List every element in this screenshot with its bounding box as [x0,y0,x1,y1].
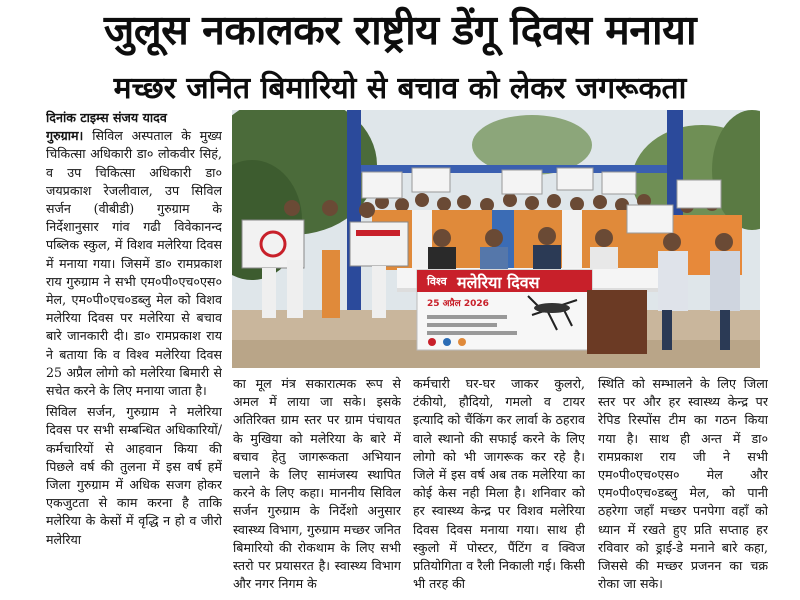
banner-title: मलेरिया दिवस [457,273,540,292]
headline: जुलूस नकालकर राष्ट्रीय डेंगू दिवस मनाया [103,6,697,54]
article-column-3 [413,375,585,600]
banner-date: 25 अप्रैल 2026 [427,299,489,309]
paragraph: कर्मचारी घर-घर जाकर कुलरो, टंकीयो, हौदियो, गमलो व टायर इत्यादि को चैंकिंग कर लार्वा के ठहराव वाले स्थानो की सफाई करने के लिए लोगो को भी जागरूक कर रहे है। जिले में इस वर्ष अब तक मलेरिया का कोई केस नही मिला है। शनिवार को हर स्वास्थ्य केन्द्र पर विशव मलेरिया दिवस दिवस मनाया गया। साथ ही स्कुलो में पोस्टर, पैंटिंग व क्विज प्रतियोगिता व रैली निकाली गई। किसी भी तरह की [413,376,585,592]
paragraph: स्थिति को सम्भालने के लिए जिला स्तर पर और हर स्वास्थ्य केन्द्र पर रेपिड रिस्पोंस टीम का गठन किया गया है। साथ ही अन्त में डा० रामप्रकाश राय जी ने सभी एम०पी०एच०एस० मेल और एम०पी०एच०डब्लु मेल, को पानी ठहरेगा जहाँ मच्छर पनपेगा वहाँ को ध्यान में रखते हुए प्रति सप्ताह हर रविवार को ड्राई-डे मनाने बारे कहा, जिससे की मच्छर प्रजनन का चक्र रोका जा सके। [598,376,768,592]
event-photo [232,110,760,368]
city: गुरुग्राम। [46,128,84,144]
subheadline: मच्छर जनित बिमारियो से बचाव को लेकर जगरूकता [113,70,687,106]
dateline: दिनांक टाइम्स संजय यादव [46,110,167,125]
paragraph: सिविल सर्जन, गुरुग्राम ने मलेरिया दिवस पर सभी सम्बन्धित अधिकारियों/कर्मचारियों से आहवान किया की पिछले वर्ष की तुलना में इस वर्ष हमें जिला गुरुग्राम में अधिक सजग होकर एकजुटता से काम करना है ताकि मलेरिया के केसों में वृद्धि न हो व जीरो मलेरिया [46,404,222,547]
paragraph: का मूल मंत्र सकारात्मक रूप से अमल में लाया जा सके। इसके अतिरिक्त ग्राम स्तर पर ग्राम पंचायत के मुखिया को मलेरिया के बारे में बचाव हेतु जागरूकता अभियान चलाने के लिए सामंजस्य स्थापित करने के लिए कहा। माननीय सिविल सर्जन गुरुग्राम के निर्देशो अनुसार स्वास्थ्य विभाग, गुरुग्राम मच्छर जनित बिमारियो की रोकथाम के लिए सभी स्तरो पर प्रयासरत है। स्वास्थ्य विभाग और नगर निगम के [233,376,401,592]
article-column-1 [46,109,222,599]
article-column-4 [598,375,768,600]
article-column-2 [233,375,401,600]
paragraph: सिविल अस्पताल के मुख्य चिकित्सा अधिकारी डा० लोकवीर सिहं, व उप चिकित्सा अधिकारी डा० जयप्रकाश रेजलीवाल, उप सिविल सर्जन (वीबीडी) गुरुग्राम के निर्देशानुसार गांव गढी विवेकानन्द पब्लिक स्कुल, में विशव मलेरिया दिवस में मनाया गया। जिसमें डा० रामप्रकाश राय गुरुग्राम ने सभी एम०पी०एच०एस० मेल, एम०पी०एच०डब्लु मेल को विशव मलेरिया दिवस पर मलेरिया से बचाव बारे जानकारी दी। डा० रामप्रकाश राय ने बताया कि व विश्व मलेरिया दिवस 25 अप्रैल लोगो को मलेरिया बिमारी से सचेत करने के लिए मनाया जाता है। [46,128,222,399]
banner-prefix: विश्व [427,275,447,288]
